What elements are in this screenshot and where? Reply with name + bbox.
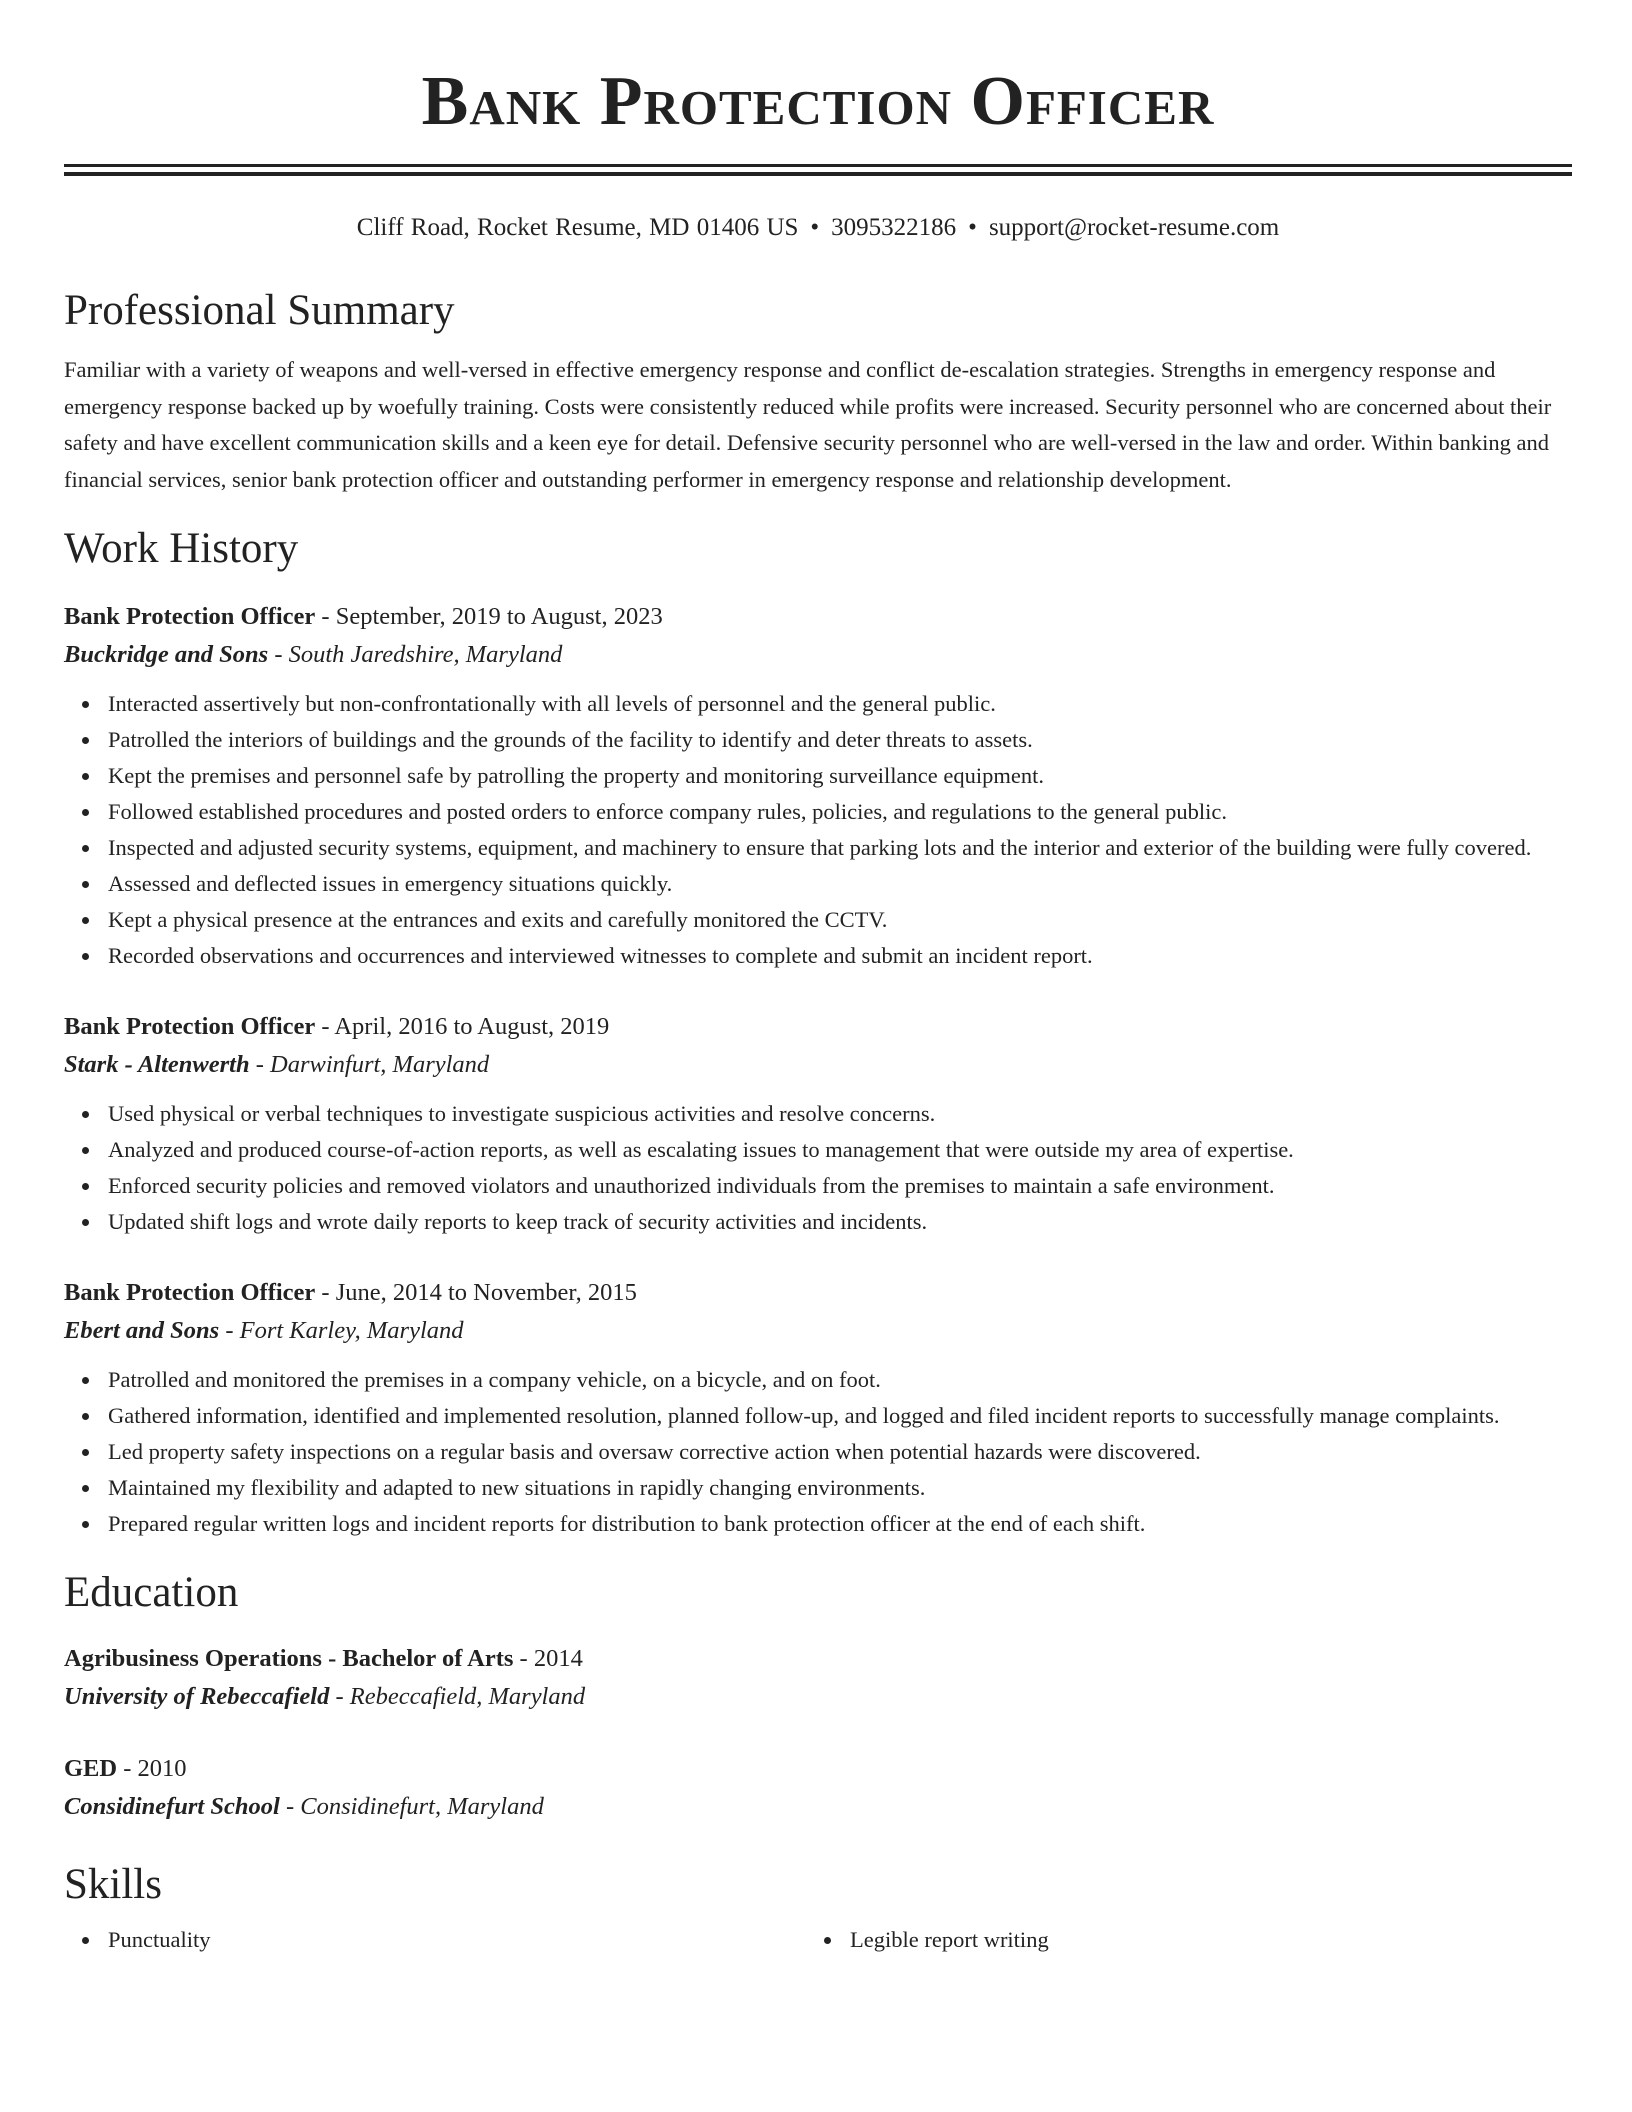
list-item: Recorded observations and occurrences and interviewed witnesses to complete and submit an incident report. (108, 938, 1572, 974)
job-position: Bank Protection Officer (64, 603, 316, 630)
list-item: Updated shift logs and wrote daily reports to keep track of security activities and incidents. (108, 1204, 1572, 1240)
list-item: Kept the premises and personnel safe by patrolling the property and monitoring surveillance equipment. (108, 758, 1572, 794)
contact-separator: • (968, 214, 977, 241)
job-bullet-list (64, 1362, 1572, 1542)
job-company: Stark - Altenwerth (64, 1051, 250, 1078)
education-year: - 2010 (117, 1755, 187, 1782)
contact-line (64, 212, 1572, 244)
education-degree: Agribusiness Operations - Bachelor of Arts (64, 1645, 514, 1672)
summary-text: Familiar with a variety of weapons and well-versed in effective emergency response and conflict de-escalation strategies. Strengths in emergency response and emergency response backed up by woefully training. Costs were consistently reduced while profits were increased. Security personnel who are concerned about their safety and have excellent communication skills and a keen eye for detail. Defensive security personnel who are well-versed in the law and order. Within banking and financial services, senior bank protection officer and outstanding performer in emergency response and relationship development. (64, 357, 1552, 492)
job-company-line (64, 1046, 1572, 1084)
education-school-line (64, 1788, 1572, 1826)
job-company: Ebert and Sons (64, 1317, 220, 1344)
list-item: Used physical or verbal techniques to investigate suspicious activities and resolve concerns. (108, 1096, 1572, 1132)
job-dates: - September, 2019 to August, 2023 (315, 603, 663, 630)
education-entry (64, 1750, 1572, 1826)
list-item: Inspected and adjusted security systems, equipment, and machinery to ensure that parking lots and the interior and exterior of the building were fully covered. (108, 830, 1572, 866)
resume-page (64, 0, 1572, 1958)
education-degree-line (64, 1640, 1572, 1678)
skills-heading: Skills (64, 1861, 162, 1908)
job-company-line (64, 1312, 1572, 1350)
list-item: Analyzed and produced course-of-action reports, as well as escalating issues to management that were outside my area of expertise. (108, 1132, 1572, 1168)
job-location: - Fort Karley, Maryland (219, 1317, 464, 1344)
job-title-line (64, 598, 1572, 636)
resume-name: Bank Protection Officer (421, 63, 1215, 140)
education-location: - Considinefurt, Maryland (279, 1793, 544, 1820)
list-item: Followed established procedures and posted orders to enforce company rules, policies, and regulations to the general public. (108, 794, 1572, 830)
education-school: Considinefurt School (64, 1793, 280, 1820)
contact-address: Cliff Road, Rocket Resume, MD 01406 US (356, 214, 799, 241)
education-school-line (64, 1678, 1572, 1716)
job-bullet-list (64, 686, 1572, 974)
list-item: Prepared regular written logs and incident reports for distribution to bank protection officer at the end of each shift. (108, 1506, 1572, 1542)
list-item: Gathered information, identified and implemented resolution, planned follow-up, and logged and filed incident reports to successfully manage complaints. (108, 1398, 1572, 1434)
education-school: University of Rebeccafield (64, 1683, 330, 1710)
skills-list-right (806, 1922, 1548, 1958)
contact-separator: • (810, 214, 820, 241)
contact-phone: 3095322186 (831, 214, 957, 241)
job-position: Bank Protection Officer (64, 1279, 316, 1306)
skills-list-left (64, 1922, 806, 1958)
education-entry (64, 1640, 1572, 1716)
education-heading: Education (64, 1569, 239, 1616)
list-item: Maintained my flexibility and adapted to new situations in rapidly changing environments. (108, 1470, 1572, 1506)
list-item: Enforced security policies and removed violators and unauthorized individuals from the premises to maintain a safe environment. (108, 1168, 1572, 1204)
job-dates: - April, 2016 to August, 2019 (315, 1013, 610, 1040)
list-item: Assessed and deflected issues in emergency situations quickly. (108, 866, 1572, 902)
education-degree: GED (64, 1755, 118, 1782)
list-item: Led property safety inspections on a regular basis and oversaw corrective action when potential hazards were discovered. (108, 1434, 1572, 1470)
job-company: Buckridge and Sons (64, 641, 269, 668)
skills-grid (64, 1922, 1572, 1958)
summary-heading: Professional Summary (64, 287, 455, 334)
job-location: - South Jaredshire, Maryland (268, 641, 563, 668)
job-bullet-list (64, 1096, 1572, 1240)
job-dates: - June, 2014 to November, 2015 (315, 1279, 637, 1306)
job-location: - Darwinfurt, Maryland (249, 1051, 490, 1078)
education-location: - Rebeccafield, Maryland (329, 1683, 586, 1710)
list-item: Legible report writing (850, 1922, 1548, 1958)
job-entry (64, 1274, 1572, 1542)
job-entry (64, 598, 1572, 974)
list-item: Patrolled and monitored the premises in a company vehicle, on a bicycle, and on foot. (108, 1362, 1572, 1398)
contact-email: support@rocket-resume.com (988, 214, 1280, 241)
job-position: Bank Protection Officer (64, 1013, 316, 1040)
education-degree-line (64, 1750, 1572, 1788)
job-title-line (64, 1008, 1572, 1046)
list-item: Kept a physical presence at the entrances and exits and carefully monitored the CCTV. (108, 902, 1572, 938)
job-company-line (64, 636, 1572, 674)
list-item: Interacted assertively but non-confrontationally with all levels of personnel and the general public. (108, 686, 1572, 722)
header-double-rule (64, 164, 1572, 176)
list-item: Patrolled the interiors of buildings and the grounds of the facility to identify and deter threats to assets. (108, 722, 1572, 758)
job-entry (64, 1008, 1572, 1240)
education-year: - 2014 (513, 1645, 583, 1672)
job-title-line (64, 1274, 1572, 1312)
list-item: Punctuality (108, 1922, 806, 1958)
work-history-heading: Work History (64, 525, 299, 572)
